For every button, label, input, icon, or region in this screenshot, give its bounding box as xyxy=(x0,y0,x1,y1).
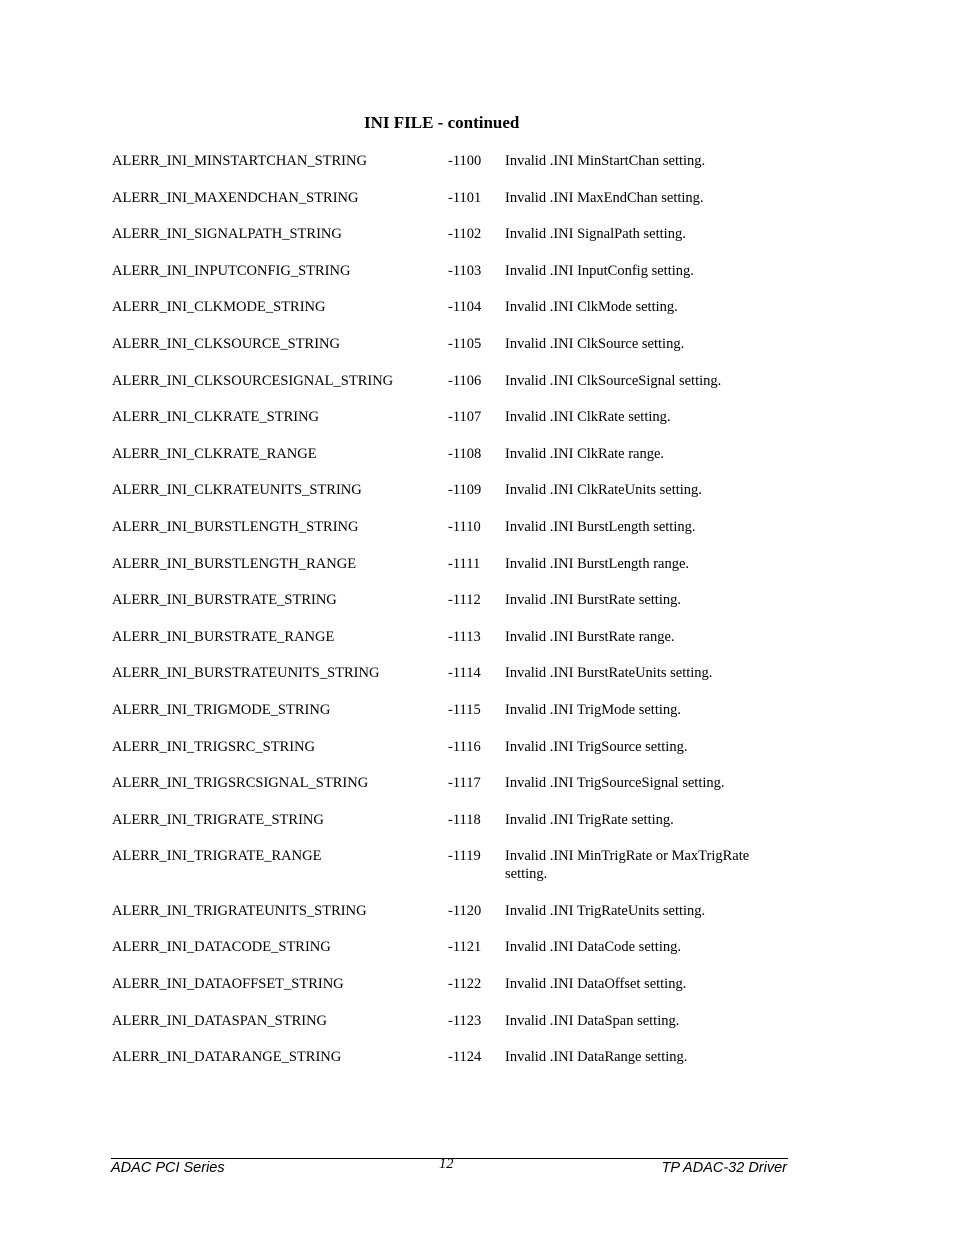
footer-document-title: TP ADAC-32 Driver xyxy=(661,1160,787,1176)
error-constant-name: ALERR_INI_SIGNALPATH_STRING xyxy=(112,226,342,243)
error-constant-name: ALERR_INI_DATARANGE_STRING xyxy=(112,1049,342,1066)
error-description: Invalid .INI BurstLength setting. xyxy=(505,518,696,535)
error-description: Invalid .INI MaxEndChan setting. xyxy=(505,189,704,206)
table-row xyxy=(112,225,792,262)
table-row xyxy=(112,152,792,189)
error-code-value: -1115 xyxy=(448,701,481,718)
error-code-value: -1124 xyxy=(448,1049,482,1066)
error-description: Invalid .INI MinStartChan setting. xyxy=(505,153,706,169)
table-row xyxy=(112,628,792,665)
error-description: Invalid .INI BurstRate setting. xyxy=(505,592,681,609)
table-row xyxy=(112,774,792,811)
error-constant-name: ALERR_INI_MINSTARTCHAN_STRING xyxy=(112,153,367,169)
error-description: Invalid .INI ClkRateUnits setting. xyxy=(505,482,702,499)
error-constant-name: ALERR_INI_CLKRATEUNITS_STRING xyxy=(112,482,362,499)
error-constant-name: ALERR_INI_BURSTRATE_STRING xyxy=(112,592,337,609)
error-constant-name: ALERR_INI_BURSTLENGTH_RANGE xyxy=(112,555,357,572)
error-description: Invalid .INI ClkRate setting. xyxy=(505,409,671,426)
table-row xyxy=(112,408,792,445)
error-code-value: -1101 xyxy=(448,189,482,206)
error-code-value: -1117 xyxy=(448,775,481,792)
error-code-table xyxy=(112,152,792,1085)
error-description: Invalid .INI ClkSourceSignal setting. xyxy=(505,372,722,389)
table-row xyxy=(112,975,792,1012)
footer-series-title: ADAC PCI Series xyxy=(111,1160,225,1176)
error-description: Invalid .INI ClkSource setting. xyxy=(505,335,685,352)
error-constant-name: ALERR_INI_BURSTRATE_RANGE xyxy=(112,628,335,645)
table-row xyxy=(112,591,792,628)
table-row xyxy=(112,811,792,848)
table-row xyxy=(112,902,792,939)
error-constant-name: ALERR_INI_DATAOFFSET_STRING xyxy=(112,976,344,993)
error-code-value: -1120 xyxy=(448,902,482,919)
table-row xyxy=(112,938,792,975)
error-code-value: -1107 xyxy=(448,409,482,426)
error-code-value: -1118 xyxy=(448,811,481,828)
error-description: Invalid .INI DataRange setting. xyxy=(505,1049,688,1066)
error-code-value: -1111 xyxy=(448,555,481,572)
error-constant-name: ALERR_INI_CLKSOURCE_STRING xyxy=(112,335,340,352)
error-description: Invalid .INI TrigRateUnits setting. xyxy=(505,902,706,919)
table-row xyxy=(112,481,792,518)
error-code-value: -1104 xyxy=(448,299,482,316)
table-row xyxy=(112,1012,792,1049)
error-constant-name: ALERR_INI_TRIGRATE_STRING xyxy=(112,811,324,828)
table-row xyxy=(112,445,792,482)
table-row xyxy=(112,1048,792,1085)
table-row xyxy=(112,847,792,902)
table-row xyxy=(112,701,792,738)
error-code-value: -1102 xyxy=(448,226,482,243)
error-code-value: -1106 xyxy=(448,372,482,389)
error-code-value: -1122 xyxy=(448,976,482,993)
error-code-value: -1110 xyxy=(448,518,481,535)
error-description: Invalid .INI TrigMode setting. xyxy=(505,701,682,718)
table-row xyxy=(112,298,792,335)
table-row xyxy=(112,262,792,299)
section-heading: INI FILE - continued xyxy=(364,113,520,132)
error-constant-name: ALERR_INI_CLKSOURCESIGNAL_STRING xyxy=(112,372,394,389)
error-description: Invalid .INI DataSpan setting. xyxy=(505,1012,680,1029)
error-constant-name: ALERR_INI_CLKMODE_STRING xyxy=(112,299,326,316)
table-row xyxy=(112,372,792,409)
error-code-value: -1121 xyxy=(448,939,482,956)
error-description: Invalid .INI ClkMode setting. xyxy=(505,299,678,316)
error-description: Invalid .INI DataOffset setting. xyxy=(505,976,687,993)
error-code-value: -1108 xyxy=(448,445,482,462)
error-description: Invalid .INI ClkRate range. xyxy=(505,445,665,462)
error-code-value: -1123 xyxy=(448,1012,482,1029)
error-constant-name: ALERR_INI_CLKRATE_RANGE xyxy=(112,445,317,462)
error-constant-name: ALERR_INI_TRIGRATE_RANGE xyxy=(112,848,322,865)
error-description: Invalid .INI DataCode setting. xyxy=(505,939,681,956)
error-constant-name: ALERR_INI_BURSTLENGTH_STRING xyxy=(112,518,359,535)
error-constant-name: ALERR_INI_TRIGSRCSIGNAL_STRING xyxy=(112,775,369,792)
table-row xyxy=(112,555,792,592)
table-row xyxy=(112,189,792,226)
error-code-value: -1100 xyxy=(448,153,482,169)
error-constant-name: ALERR_INI_INPUTCONFIG_STRING xyxy=(112,262,351,279)
error-description: Invalid .INI TrigSource setting. xyxy=(505,738,688,755)
error-description: Invalid .INI BurstRate range. xyxy=(505,628,675,645)
error-constant-name: ALERR_INI_TRIGRATEUNITS_STRING xyxy=(112,902,367,919)
error-constant-name: ALERR_INI_TRIGMODE_STRING xyxy=(112,701,331,718)
error-constant-name: ALERR_INI_MAXENDCHAN_STRING xyxy=(112,189,359,206)
error-constant-name: ALERR_INI_DATACODE_STRING xyxy=(112,939,331,956)
error-code-value: -1109 xyxy=(448,482,482,499)
error-code-value: -1119 xyxy=(448,848,481,865)
footer-page-number: 12 xyxy=(439,1156,454,1172)
table-row xyxy=(112,518,792,555)
error-description: Invalid .INI BurstLength range. xyxy=(505,555,690,572)
error-description: Invalid .INI SignalPath setting. xyxy=(505,226,686,243)
error-constant-name: ALERR_INI_CLKRATE_STRING xyxy=(112,409,320,426)
error-description: Invalid .INI InputConfig setting. xyxy=(505,262,694,279)
table-row xyxy=(112,738,792,775)
error-description: Invalid .INI TrigRate setting. xyxy=(505,811,674,828)
error-code-value: -1116 xyxy=(448,738,481,755)
error-code-value: -1105 xyxy=(448,335,482,352)
error-description: Invalid .INI MinTrigRate or MaxTrigRate setting. xyxy=(505,848,750,883)
error-constant-name: ALERR_INI_TRIGSRC_STRING xyxy=(112,738,316,755)
error-code-value: -1112 xyxy=(448,592,481,609)
error-code-value: -1113 xyxy=(448,628,481,645)
error-code-value: -1103 xyxy=(448,262,482,279)
table-row xyxy=(112,664,792,701)
error-constant-name: ALERR_INI_DATASPAN_STRING xyxy=(112,1012,328,1029)
error-constant-name: ALERR_INI_BURSTRATEUNITS_STRING xyxy=(112,665,380,682)
error-description: Invalid .INI TrigSourceSignal setting. xyxy=(505,775,725,792)
error-description: Invalid .INI BurstRateUnits setting. xyxy=(505,665,713,682)
table-row xyxy=(112,335,792,372)
error-code-value: -1114 xyxy=(448,665,481,682)
